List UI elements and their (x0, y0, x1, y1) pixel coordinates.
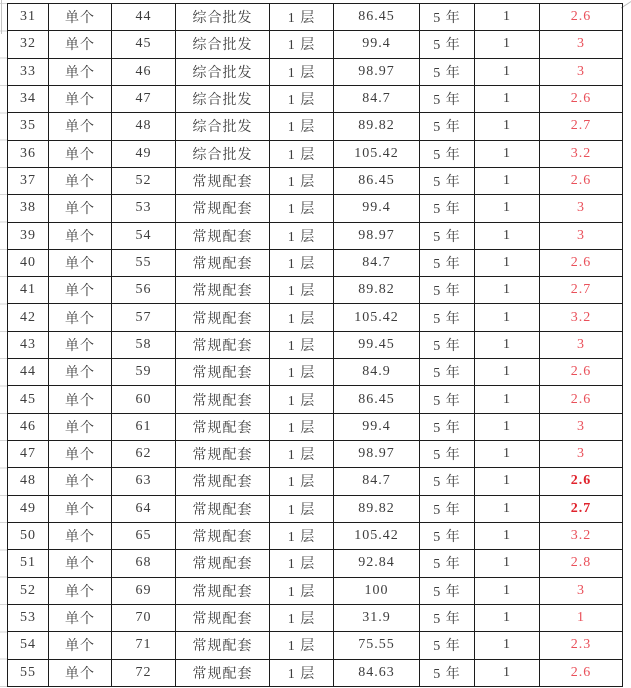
table-row (8, 577, 623, 604)
cell-row-number[interactable]: 54 (8, 632, 49, 659)
cell-area[interactable]: 31.9 (334, 604, 420, 631)
cell-floor[interactable]: 1 层 (270, 85, 334, 112)
cell-category[interactable]: 常规配套 (176, 413, 270, 440)
cell-type[interactable]: 单个 (49, 85, 112, 112)
cell-row-number[interactable]: 49 (8, 495, 49, 522)
left-crop-border (1, 0, 2, 34)
cell-floor[interactable]: 1 层 (270, 31, 334, 58)
cell-area[interactable]: 86.45 (334, 167, 420, 194)
cell-unit-number[interactable]: 60 (112, 386, 176, 413)
cell-floor[interactable]: 1 层 (270, 331, 334, 358)
cell-category[interactable]: 综合批发 (176, 113, 270, 140)
cell-count[interactable]: 1 (475, 604, 540, 631)
cell-rate[interactable]: 3 (540, 58, 623, 85)
cell-type[interactable]: 单个 (49, 222, 112, 249)
table-row (8, 277, 623, 304)
cell-rate[interactable]: 3 (540, 31, 623, 58)
cell-count[interactable]: 1 (475, 277, 540, 304)
cell-rate[interactable]: 2.6 (540, 167, 623, 194)
cell-floor[interactable]: 1 层 (270, 522, 334, 549)
cell-unit-number[interactable]: 47 (112, 85, 176, 112)
cell-category[interactable]: 常规配套 (176, 167, 270, 194)
cell-type[interactable]: 单个 (49, 495, 112, 522)
cell-area[interactable]: 86.45 (334, 386, 420, 413)
cell-count[interactable]: 1 (475, 522, 540, 549)
cell-type[interactable]: 单个 (49, 331, 112, 358)
cell-term[interactable]: 5 年 (420, 58, 475, 85)
cell-term[interactable]: 5 年 (420, 85, 475, 112)
cell-floor[interactable]: 1 层 (270, 249, 334, 276)
cell-unit-number[interactable]: 52 (112, 167, 176, 194)
cell-count[interactable]: 1 (475, 659, 540, 686)
cell-term[interactable]: 5 年 (420, 331, 475, 358)
cell-unit-number[interactable]: 58 (112, 331, 176, 358)
cell-area[interactable]: 100 (334, 577, 420, 604)
cell-rate[interactable]: 3 (540, 222, 623, 249)
cell-count[interactable]: 1 (475, 167, 540, 194)
table-row (8, 386, 623, 413)
table-row (8, 495, 623, 522)
cell-category[interactable]: 常规配套 (176, 386, 270, 413)
cell-unit-number[interactable]: 44 (112, 4, 176, 31)
cell-count[interactable]: 1 (475, 441, 540, 468)
table-row (8, 58, 623, 85)
table-row (8, 222, 623, 249)
cell-floor[interactable]: 1 层 (270, 468, 334, 495)
cell-term[interactable]: 5 年 (420, 413, 475, 440)
cell-count[interactable]: 1 (475, 550, 540, 577)
cell-type[interactable]: 单个 (49, 604, 112, 631)
cell-row-number[interactable]: 33 (8, 58, 49, 85)
cell-term[interactable]: 5 年 (420, 495, 475, 522)
cell-rate[interactable]: 2.6 (540, 468, 623, 495)
cell-category[interactable]: 常规配套 (176, 331, 270, 358)
cell-rate[interactable]: 2.8 (540, 550, 623, 577)
cell-floor[interactable]: 1 层 (270, 222, 334, 249)
cell-unit-number[interactable]: 71 (112, 632, 176, 659)
cell-floor[interactable]: 1 层 (270, 659, 334, 686)
cell-type[interactable]: 单个 (49, 249, 112, 276)
cell-area[interactable]: 105.42 (334, 304, 420, 331)
cell-unit-number[interactable]: 56 (112, 277, 176, 304)
table-row (8, 195, 623, 222)
left-crop-gridlines (0, 3, 7, 687)
cell-rate[interactable]: 2.6 (540, 359, 623, 386)
cell-count[interactable]: 1 (475, 222, 540, 249)
cell-rate[interactable]: 3 (540, 195, 623, 222)
cell-type[interactable]: 单个 (49, 4, 112, 31)
cell-type[interactable]: 单个 (49, 413, 112, 440)
cell-row-number[interactable]: 38 (8, 195, 49, 222)
cell-floor[interactable]: 1 层 (270, 413, 334, 440)
cell-rate[interactable]: 2.6 (540, 386, 623, 413)
table-row (8, 659, 623, 686)
cell-floor[interactable]: 1 层 (270, 304, 334, 331)
cell-row-number[interactable]: 50 (8, 522, 49, 549)
cell-type[interactable]: 单个 (49, 386, 112, 413)
cell-category[interactable]: 常规配套 (176, 441, 270, 468)
cell-area[interactable]: 84.63 (334, 659, 420, 686)
cell-term[interactable]: 5 年 (420, 31, 475, 58)
cell-rate[interactable]: 2.6 (540, 659, 623, 686)
cell-rate[interactable]: 2.6 (540, 249, 623, 276)
cell-floor[interactable]: 1 层 (270, 167, 334, 194)
cell-category[interactable]: 常规配套 (176, 359, 270, 386)
table-row (8, 331, 623, 358)
cell-term[interactable]: 5 年 (420, 522, 475, 549)
cell-type[interactable]: 单个 (49, 304, 112, 331)
cell-rate[interactable]: 1 (540, 604, 623, 631)
cell-rate[interactable]: 3 (540, 331, 623, 358)
cell-type[interactable]: 单个 (49, 113, 112, 140)
cell-floor[interactable]: 1 层 (270, 550, 334, 577)
cell-type[interactable]: 单个 (49, 140, 112, 167)
cell-unit-number[interactable]: 55 (112, 249, 176, 276)
cell-area[interactable]: 98.97 (334, 58, 420, 85)
cell-type[interactable]: 单个 (49, 195, 112, 222)
cell-area[interactable]: 84.7 (334, 249, 420, 276)
cell-term[interactable]: 5 年 (420, 249, 475, 276)
cell-term[interactable]: 5 年 (420, 359, 475, 386)
cell-unit-number[interactable]: 46 (112, 58, 176, 85)
cell-count[interactable]: 1 (475, 577, 540, 604)
cell-area[interactable]: 92.84 (334, 550, 420, 577)
cell-row-number[interactable]: 36 (8, 140, 49, 167)
cell-count[interactable]: 1 (475, 495, 540, 522)
table-row (8, 632, 623, 659)
cell-rate[interactable]: 3.2 (540, 522, 623, 549)
cell-category[interactable]: 常规配套 (176, 604, 270, 631)
cell-rate[interactable]: 2.3 (540, 632, 623, 659)
cell-unit-number[interactable]: 48 (112, 113, 176, 140)
cell-row-number[interactable]: 35 (8, 113, 49, 140)
table-row (8, 167, 623, 194)
table-row (8, 31, 623, 58)
cell-category[interactable]: 综合批发 (176, 58, 270, 85)
cell-area[interactable]: 89.82 (334, 277, 420, 304)
cell-category[interactable]: 常规配套 (176, 522, 270, 549)
cell-area[interactable]: 84.7 (334, 468, 420, 495)
cell-count[interactable]: 1 (475, 113, 540, 140)
cell-floor[interactable]: 1 层 (270, 359, 334, 386)
cell-rate[interactable]: 3 (540, 441, 623, 468)
cell-term[interactable]: 5 年 (420, 113, 475, 140)
table-row (8, 359, 623, 386)
cell-row-number[interactable]: 45 (8, 386, 49, 413)
cell-term[interactable]: 5 年 (420, 468, 475, 495)
cell-area[interactable]: 98.97 (334, 222, 420, 249)
cell-unit-number[interactable]: 72 (112, 659, 176, 686)
cell-unit-number[interactable]: 61 (112, 413, 176, 440)
cell-term[interactable]: 5 年 (420, 386, 475, 413)
cell-area[interactable]: 99.4 (334, 195, 420, 222)
cell-row-number[interactable]: 42 (8, 304, 49, 331)
cell-floor[interactable]: 1 层 (270, 386, 334, 413)
table-row (8, 4, 623, 31)
cell-unit-number[interactable]: 49 (112, 140, 176, 167)
cell-unit-number[interactable]: 69 (112, 577, 176, 604)
cell-unit-number[interactable]: 54 (112, 222, 176, 249)
cell-rate[interactable]: 2.6 (540, 85, 623, 112)
cell-row-number[interactable]: 47 (8, 441, 49, 468)
table-row (8, 550, 623, 577)
cell-count[interactable]: 1 (475, 359, 540, 386)
cell-category[interactable]: 常规配套 (176, 195, 270, 222)
cell-floor[interactable]: 1 层 (270, 4, 334, 31)
cell-floor[interactable]: 1 层 (270, 195, 334, 222)
cell-unit-number[interactable]: 57 (112, 304, 176, 331)
table-row (8, 522, 623, 549)
cell-count[interactable]: 1 (475, 195, 540, 222)
cell-count[interactable]: 1 (475, 304, 540, 331)
table-row (8, 304, 623, 331)
cell-term[interactable]: 5 年 (420, 4, 475, 31)
table-row (8, 249, 623, 276)
cell-rate[interactable]: 3.2 (540, 140, 623, 167)
table-row (8, 85, 623, 112)
cell-term[interactable]: 5 年 (420, 222, 475, 249)
cell-count[interactable]: 1 (475, 331, 540, 358)
cell-category[interactable]: 常规配套 (176, 304, 270, 331)
cell-unit-number[interactable]: 45 (112, 31, 176, 58)
cell-rate[interactable]: 2.7 (540, 495, 623, 522)
cell-area[interactable]: 89.82 (334, 495, 420, 522)
cell-floor[interactable]: 1 层 (270, 632, 334, 659)
cell-row-number[interactable]: 48 (8, 468, 49, 495)
cell-floor[interactable]: 1 层 (270, 113, 334, 140)
table-row (8, 413, 623, 440)
cell-row-number[interactable]: 34 (8, 85, 49, 112)
cell-floor[interactable]: 1 层 (270, 277, 334, 304)
cell-type[interactable]: 单个 (49, 632, 112, 659)
cell-rate[interactable]: 3 (540, 577, 623, 604)
cell-unit-number[interactable]: 65 (112, 522, 176, 549)
cell-type[interactable]: 单个 (49, 167, 112, 194)
cell-type[interactable]: 单个 (49, 468, 112, 495)
cell-category[interactable]: 综合批发 (176, 4, 270, 31)
cell-unit-number[interactable]: 64 (112, 495, 176, 522)
cell-term[interactable]: 5 年 (420, 140, 475, 167)
cell-type[interactable]: 单个 (49, 277, 112, 304)
cell-row-number[interactable]: 53 (8, 604, 49, 631)
cell-unit-number[interactable]: 53 (112, 195, 176, 222)
cell-count[interactable]: 1 (475, 85, 540, 112)
cell-unit-number[interactable]: 59 (112, 359, 176, 386)
table-row (8, 604, 623, 631)
cell-area[interactable]: 99.4 (334, 31, 420, 58)
cell-area[interactable]: 84.7 (334, 85, 420, 112)
cell-rate[interactable]: 2.7 (540, 113, 623, 140)
cell-area[interactable]: 99.45 (334, 331, 420, 358)
cell-row-number[interactable]: 37 (8, 167, 49, 194)
cell-area[interactable]: 99.4 (334, 413, 420, 440)
cell-row-number[interactable]: 44 (8, 359, 49, 386)
cell-type[interactable]: 单个 (49, 522, 112, 549)
cell-type[interactable]: 单个 (49, 31, 112, 58)
cell-floor[interactable]: 1 层 (270, 577, 334, 604)
cell-area[interactable]: 98.97 (334, 441, 420, 468)
table-row (8, 140, 623, 167)
cell-count[interactable]: 1 (475, 140, 540, 167)
table-body (8, 4, 623, 687)
cell-type[interactable]: 单个 (49, 577, 112, 604)
cell-area[interactable]: 89.82 (334, 113, 420, 140)
cell-count[interactable]: 1 (475, 468, 540, 495)
cell-row-number[interactable]: 43 (8, 331, 49, 358)
table-row (8, 441, 623, 468)
cell-area[interactable]: 105.42 (334, 140, 420, 167)
cell-row-number[interactable]: 31 (8, 4, 49, 31)
cell-term[interactable]: 5 年 (420, 441, 475, 468)
cell-row-number[interactable]: 52 (8, 577, 49, 604)
cell-count[interactable]: 1 (475, 632, 540, 659)
cell-row-number[interactable]: 41 (8, 277, 49, 304)
cell-floor[interactable]: 1 层 (270, 495, 334, 522)
cell-floor[interactable]: 1 层 (270, 140, 334, 167)
cell-rate[interactable]: 3 (540, 413, 623, 440)
cell-row-number[interactable]: 55 (8, 659, 49, 686)
cell-row-number[interactable]: 40 (8, 249, 49, 276)
table-row (8, 468, 623, 495)
cell-rate[interactable]: 2.6 (540, 4, 623, 31)
cell-type[interactable]: 单个 (49, 659, 112, 686)
cell-count[interactable]: 1 (475, 249, 540, 276)
cell-area[interactable]: 105.42 (334, 522, 420, 549)
cell-row-number[interactable]: 51 (8, 550, 49, 577)
cell-rate[interactable]: 2.7 (540, 277, 623, 304)
cell-category[interactable]: 综合批发 (176, 31, 270, 58)
cell-category[interactable]: 常规配套 (176, 277, 270, 304)
cell-area[interactable]: 84.9 (334, 359, 420, 386)
cell-term[interactable]: 5 年 (420, 577, 475, 604)
cell-unit-number[interactable]: 63 (112, 468, 176, 495)
table-row (8, 113, 623, 140)
cell-term[interactable]: 5 年 (420, 195, 475, 222)
cell-type[interactable]: 单个 (49, 550, 112, 577)
cell-term[interactable]: 5 年 (420, 304, 475, 331)
cell-term[interactable]: 5 年 (420, 604, 475, 631)
cell-category[interactable]: 综合批发 (176, 85, 270, 112)
cell-category[interactable]: 常规配套 (176, 222, 270, 249)
cell-count[interactable]: 1 (475, 413, 540, 440)
cell-floor[interactable]: 1 层 (270, 58, 334, 85)
cell-area[interactable]: 86.45 (334, 4, 420, 31)
cell-count[interactable]: 1 (475, 386, 540, 413)
cell-row-number[interactable]: 46 (8, 413, 49, 440)
cell-floor[interactable]: 1 层 (270, 441, 334, 468)
cell-count[interactable]: 1 (475, 58, 540, 85)
cell-unit-number[interactable]: 68 (112, 550, 176, 577)
cell-floor[interactable]: 1 层 (270, 604, 334, 631)
cell-term[interactable]: 5 年 (420, 167, 475, 194)
cell-term[interactable]: 5 年 (420, 659, 475, 686)
cell-type[interactable]: 单个 (49, 359, 112, 386)
cell-term[interactable]: 5 年 (420, 632, 475, 659)
cell-category[interactable]: 综合批发 (176, 140, 270, 167)
cell-unit-number[interactable]: 62 (112, 441, 176, 468)
cell-term[interactable]: 5 年 (420, 550, 475, 577)
cell-category[interactable]: 常规配套 (176, 577, 270, 604)
cell-rate[interactable]: 3.2 (540, 304, 623, 331)
cell-category[interactable]: 常规配套 (176, 468, 270, 495)
cell-category[interactable]: 常规配套 (176, 659, 270, 686)
cell-category[interactable]: 常规配套 (176, 495, 270, 522)
cell-term[interactable]: 5 年 (420, 277, 475, 304)
cell-count[interactable]: 1 (475, 4, 540, 31)
cell-row-number[interactable]: 39 (8, 222, 49, 249)
cell-unit-number[interactable]: 70 (112, 604, 176, 631)
cell-type[interactable]: 单个 (49, 58, 112, 85)
cell-count[interactable]: 1 (475, 31, 540, 58)
cell-type[interactable]: 单个 (49, 441, 112, 468)
cell-area[interactable]: 75.55 (334, 632, 420, 659)
cell-category[interactable]: 常规配套 (176, 550, 270, 577)
data-table (7, 3, 623, 687)
cell-category[interactable]: 常规配套 (176, 249, 270, 276)
cell-category[interactable]: 常规配套 (176, 632, 270, 659)
cell-row-number[interactable]: 32 (8, 31, 49, 58)
